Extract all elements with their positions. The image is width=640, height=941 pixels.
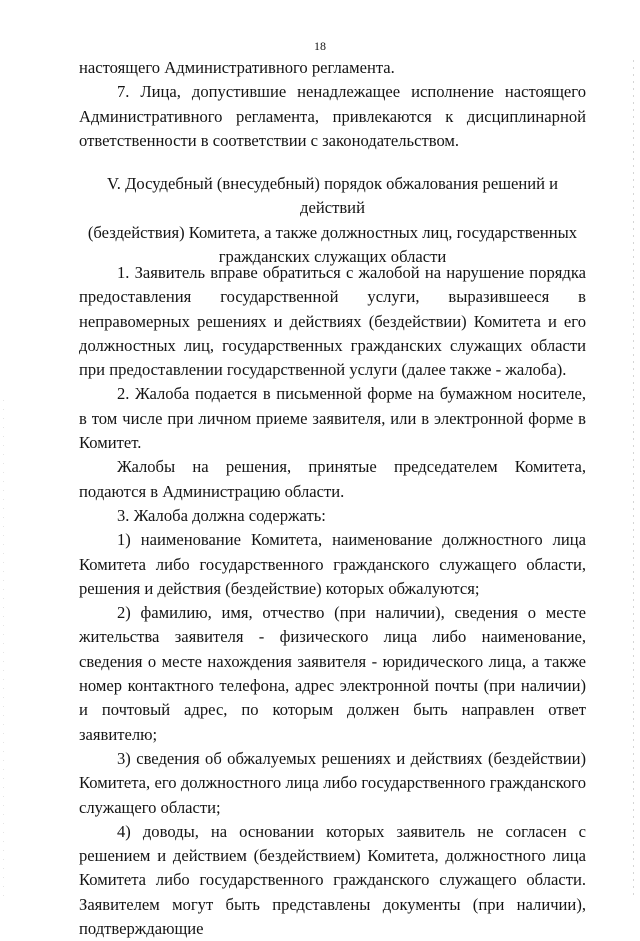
section-heading-line-1: V. Досудебный (внесудебный) порядок обжалования решений и действий — [106, 174, 559, 218]
section-heading-line-2: (бездействия) Комитета, а также должностных лиц, государственных — [87, 222, 578, 242]
paragraph-1: 1. Заявитель вправе обратиться с жалобой на нарушение порядка предоставления государственной услуги, выразившееся в неправомерных решениях и действиях (бездействии) Комитета и его должностных лиц, государственных гражданских служащих области при предоставлении государственной услуги (далее также - жалоба). — [79, 263, 586, 380]
scan-edge-artifact-left — [3, 400, 4, 900]
top-text-block — [79, 56, 586, 153]
paragraph-3: 3. Жалоба должна содержать: — [117, 505, 326, 525]
paragraph-2: 2. Жалоба подается в письменной форме на бумажном носителе, в том числе при личном приеме заявителя, или в электронной форме в Комитет. — [79, 384, 586, 453]
paragraph-3-item-1: 1) наименование Комитета, наименование должностного лица Комитета либо государственного гражданского служащего области, решения и действия (бездействие) которых обжалуются; — [79, 530, 586, 598]
scan-edge-artifact — [633, 60, 634, 895]
page-number: 18 — [314, 39, 326, 53]
body-text-block — [79, 261, 586, 941]
paragraph-2-note: Жалобы на решения, принятые председателем Комитета, подаются в Администрацию области. — [79, 457, 586, 501]
paragraph-3-item-2: 2) фамилию, имя, отчество (при наличии), сведения о месте жительства заявителя - физического лица либо наименование, сведения о месте нахождения заявителя - юридического лица, а также номер контактного телефона, адрес электронной почты (при наличии) и почтовый адрес, по которым должен быть направлен ответ заявителю; — [79, 603, 586, 744]
paragraph-3-item-3: 3) сведения об обжалуемых решениях и действиях (бездействии) Комитета, его должностного лица либо государственного гражданского служащего области; — [79, 748, 586, 817]
paragraph-item-7: 7. Лица, допустившие ненадлежащее исполнение настоящего Административного регламента, привлекаются к дисциплинарной ответственности в соответствии с законодательством. — [79, 82, 586, 150]
paragraph-3-item-4: 4) доводы, на основании которых заявитель не согласен с решением и действием (бездействием) Комитета, должностного лица Комитета либо государственного гражданского служащего области. Заявителем могут быть представлены документы (при наличии), подтверждающие — [79, 821, 586, 939]
paragraph-continuation: настоящего Административного регламента. — [79, 58, 395, 77]
section-heading — [76, 172, 589, 269]
section-heading-line-3: гражданских служащих области — [218, 246, 447, 266]
